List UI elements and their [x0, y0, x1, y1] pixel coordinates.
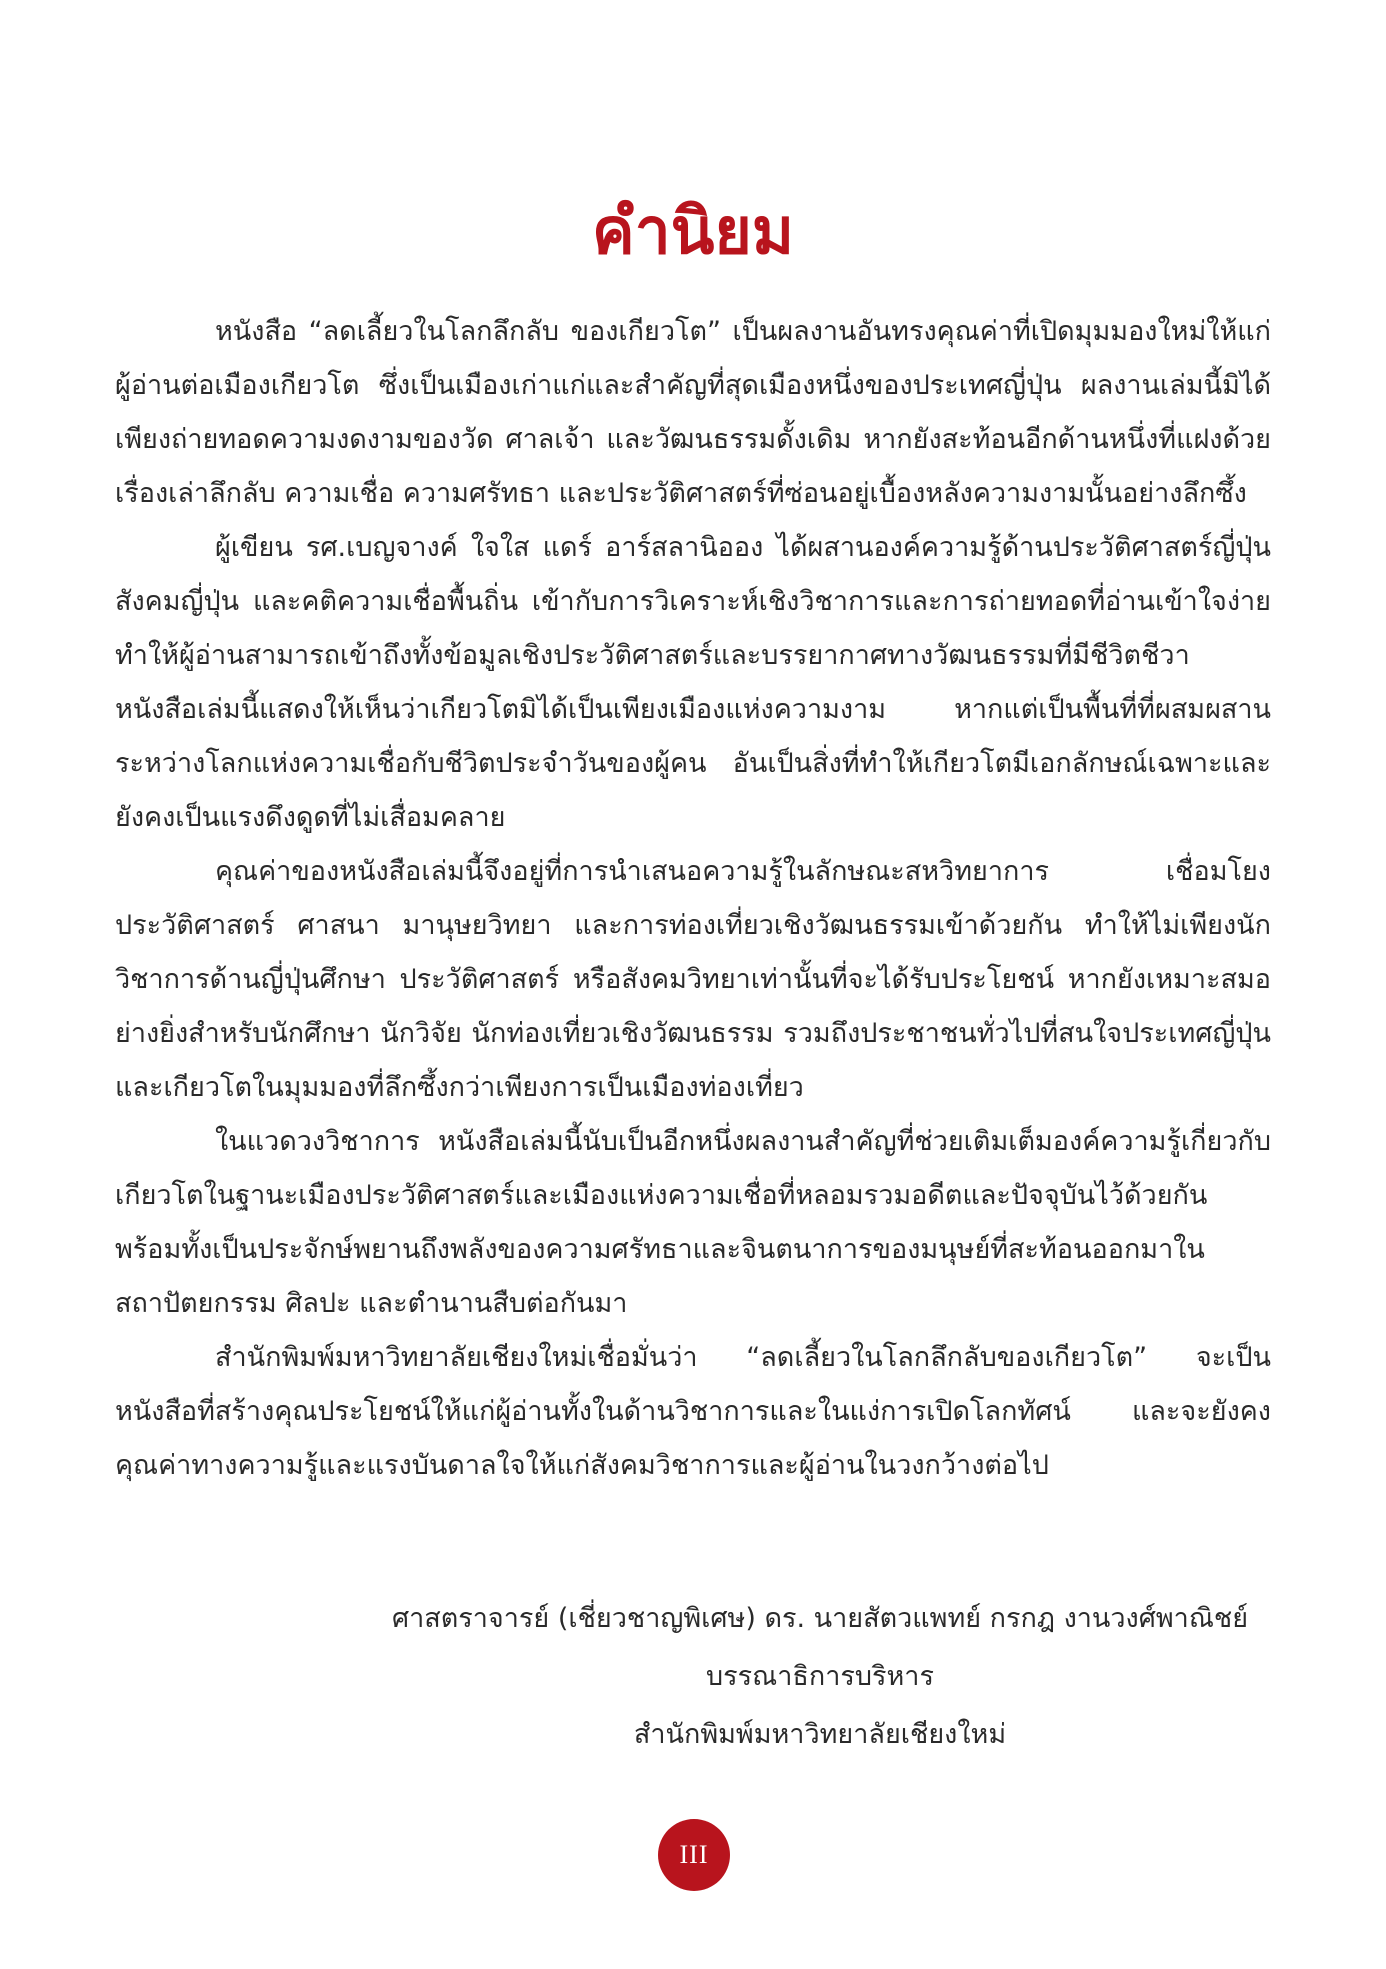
signature-name: ศาสตราจารย์ (เชี่ยวชาญพิเศษ) ดร. นายสัตวแพทย์ กรกฎ งานวงศ์พาณิชย์	[391, 1603, 1249, 1634]
paragraph-2: ผู้เขียน รศ.เบญจางค์ ใจใส แดร์ อาร์สลานิออง ได้ผสานองค์ความรู้ด้านประวัติศาสตร์ญี่ปุ่น สังคมญี่ปุ่น และคติความเชื่อพื้นถิ่น เข้ากับการวิเคราะห์เชิงวิชาการและการถ่ายทอดที่อ่านเข้าใจง่าย ทำให้ผู้อ่านสามารถเข้าถึงทั้งข้อมูลเชิงประวัติศาสตร์และบรรยากาศทางวัฒนธรรมที่มีชีวิตชีวา หนังสือเล่มนี้แสดงให้เห็นว่าเกียวโตมิได้เป็นเพียงเมืองแห่งความงาม หากแต่เป็นพื้นที่ที่ผสมผสานระหว่างโลกแห่งความเชื่อกับชีวิตประจำวันของผู้คน อันเป็นสิ่งที่ทำให้เกียวโตมีเอกลักษณ์เฉพาะและยังคงเป็นแรงดึงดูดที่ไม่เสื่อมคลาย	[115, 532, 1271, 833]
page-number-badge: III	[658, 1819, 730, 1891]
signature-position: บรรณาธิการบริหาร	[706, 1661, 934, 1692]
signature-block	[330, 1590, 1310, 1764]
signature-organization: สำนักพิมพ์มหาวิทยาลัยเชียงใหม่	[633, 1719, 1007, 1750]
page-title: คำนิยม	[591, 195, 795, 269]
body-text	[115, 305, 1271, 1493]
paragraph-4: ในแวดวงวิชาการ หนังสือเล่มนี้นับเป็นอีกหนึ่งผลงานสำคัญที่ช่วยเติมเต็มองค์ความรู้เกี่ยวกับเกียวโตในฐานะเมืองประวัติศาสตร์และเมืองแห่งความเชื่อที่หลอมรวมอดีตและปัจจุบันไว้ด้วยกัน พร้อมทั้งเป็นประจักษ์พยานถึงพลังของความศรัทธาและจินตนาการของมนุษย์ที่สะท้อนออกมาในสถาปัตยกรรม ศิลปะ และตำนานสืบต่อกันมา	[115, 1126, 1271, 1319]
paragraph-5: สำนักพิมพ์มหาวิทยาลัยเชียงใหม่เชื่อมั่นว่า “ลดเลี้ยวในโลกลึกลับของเกียวโต” จะเป็นหนังสือที่สร้างคุณประโยชน์ให้แก่ผู้อ่านทั้งในด้านวิชาการและในแง่การเปิดโลกทัศน์ และจะยังคงคุณค่าทางความรู้และแรงบันดาลใจให้แก่สังคมวิชาการและผู้อ่านในวงกว้างต่อไป	[115, 1342, 1271, 1481]
paragraph-1: หนังสือ “ลดเลี้ยวในโลกลึกลับ ของเกียวโต” เป็นผลงานอันทรงคุณค่าที่เปิดมุมมองใหม่ให้แก่ผู้อ่านต่อเมืองเกียวโต ซึ่งเป็นเมืองเก่าแก่และสำคัญที่สุดเมืองหนึ่งของประเทศญี่ปุ่น ผลงานเล่มนี้มิได้เพียงถ่ายทอดความงดงามของวัด ศาลเจ้า และวัฒนธรรมดั้งเดิม หากยังสะท้อนอีกด้านหนึ่งที่แฝงด้วยเรื่องเล่าลึกลับ ความเชื่อ ความศรัทธา และประวัติศาสตร์ที่ซ่อนอยู่เบื้องหลังความงามนั้นอย่างลึกซึ้ง	[115, 316, 1271, 509]
paragraph-3: คุณค่าของหนังสือเล่มนี้จึงอยู่ที่การนำเสนอความรู้ในลักษณะสหวิทยาการ เชื่อมโยงประวัติศาสตร์ ศาสนา มานุษยวิทยา และการท่องเที่ยวเชิงวัฒนธรรมเข้าด้วยกัน ทำให้ไม่เพียงนักวิชาการด้านญี่ปุ่นศึกษา ประวัติศาสตร์ หรือสังคมวิทยาเท่านั้นที่จะได้รับประโยชน์ หากยังเหมาะสมอย่างยิ่งสำหรับนักศึกษา นักวิจัย นักท่องเที่ยวเชิงวัฒนธรรม รวมถึงประชาชนทั่วไปที่สนใจประเทศญี่ปุ่นและเกียวโตในมุมมองที่ลึกซึ้งกว่าเพียงการเป็นเมืองท่องเที่ยว	[115, 856, 1271, 1103]
